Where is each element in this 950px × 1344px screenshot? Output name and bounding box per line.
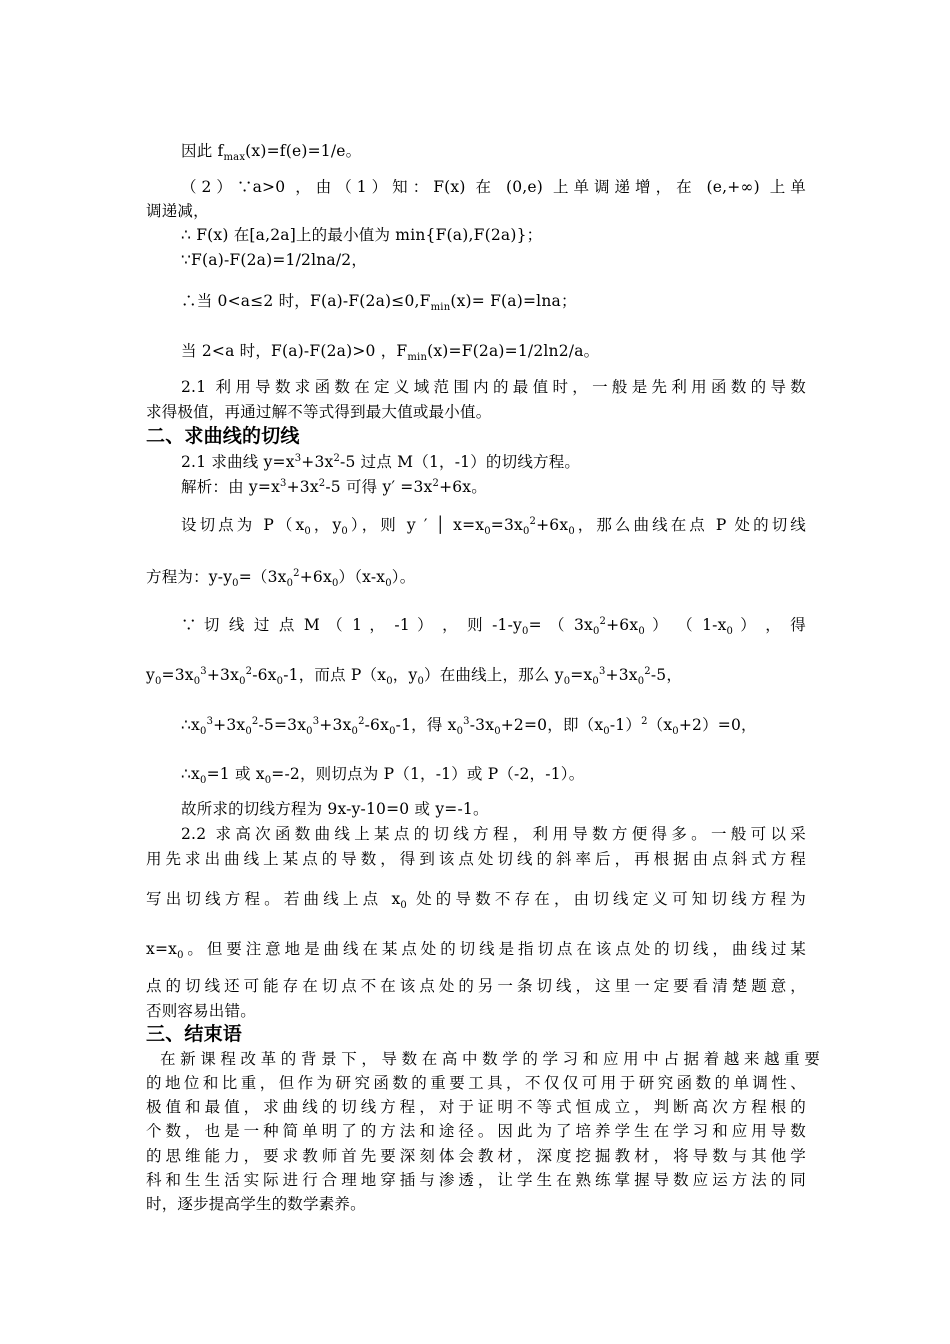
text-run: 2.1 利用导数求函数在定义域范围内的最值时，一般是先利用函数的导数 — [181, 378, 806, 396]
superscript: 3 — [206, 715, 214, 727]
text-run: ） （ 1-x — [644, 616, 727, 634]
text-run: +3x — [286, 478, 319, 496]
text-run: =x — [570, 666, 593, 684]
subscript: 0 — [276, 676, 284, 688]
text-run: -6x — [364, 716, 390, 734]
text-run: （x — [647, 716, 673, 734]
text-run: +3x — [213, 716, 246, 734]
text-run: 极值和最值，求曲线的切线方程，对于证明不等式恒成立，判断高次方程根的 — [146, 1098, 806, 1116]
text-run: ，那么曲线在点 P 处的切线 — [574, 516, 806, 534]
text-run: ）（x-x — [338, 568, 386, 586]
text-run: 处的导数不存在，由切线定义可知切线方程为 — [406, 890, 806, 908]
subscript: 0 — [386, 676, 393, 688]
text-run: ），则 y ′ │ x=x — [347, 516, 485, 534]
text-run: 的思维能力，要求教师首先要深刻体会教材，深度挖掘教材，将导数与其他学 — [146, 1147, 806, 1165]
subscript: 0 — [603, 726, 610, 738]
text-run: 2.1 求曲线 y=x — [181, 453, 295, 471]
text-run: ，y — [392, 666, 418, 684]
text-line — [146, 664, 806, 686]
text-line — [160, 1048, 820, 1070]
superscript: 3 — [294, 452, 302, 464]
text-run: 方程为：y-y — [146, 568, 233, 586]
text-line — [181, 514, 806, 536]
text-line — [181, 823, 806, 845]
subscript: 0 — [154, 676, 162, 688]
text-run: 用先求出曲线上某点的导数，得到该点处切线的斜率后，再根据由点斜式方程 — [146, 850, 806, 868]
text-run: -5 过点 M（1，-1）的切线方程。 — [340, 453, 581, 471]
subscript: 0 — [494, 726, 501, 738]
text-line — [146, 1193, 806, 1215]
text-line — [181, 249, 806, 271]
text-run: -5， — [650, 666, 683, 684]
subscript: min — [407, 352, 428, 364]
text-line — [181, 340, 806, 362]
text-line — [181, 614, 806, 636]
text-run: -1，得 x — [395, 716, 457, 734]
text-run: ∴x — [181, 716, 201, 734]
text-line — [146, 848, 806, 870]
text-run: -1） — [609, 716, 642, 734]
superscript: 3 — [312, 715, 320, 727]
subscript: 0 — [304, 526, 311, 538]
superscript: 2 — [333, 452, 341, 464]
subscript: 0 — [264, 775, 272, 787]
subscript: 0 — [522, 626, 529, 638]
superscript: 2 — [599, 615, 607, 627]
text-run: =-2，则切点为 P（1，-1）或 P（-2，-1）。 — [271, 765, 585, 783]
subscript: 0 — [456, 726, 464, 738]
text-line — [146, 1145, 806, 1167]
text-run: 二、求曲线的切线 — [146, 425, 300, 447]
text-line — [181, 798, 806, 820]
subscript: 0 — [637, 676, 645, 688]
superscript: 3 — [280, 477, 287, 489]
text-run: =1 或 x — [206, 765, 265, 783]
text-run: +6x — [299, 568, 332, 586]
text-run: 时，逐步提高学生的数学素养。 — [146, 1195, 366, 1213]
text-line — [181, 451, 806, 473]
subscript: 0 — [726, 626, 734, 638]
superscript: 3 — [463, 715, 470, 727]
subscript: 0 — [563, 676, 571, 688]
text-run: ，y — [310, 516, 342, 534]
subscript: 0 — [417, 676, 424, 688]
subscript: 0 — [245, 726, 252, 738]
text-line — [146, 401, 806, 423]
text-line — [181, 763, 806, 785]
text-run: 故所求的切线方程为 9x-y-10=0 或 y=-1。 — [181, 800, 489, 818]
text-run: ∵ 切 线 过 点 M （ 1 ， -1 ） ， 则 -1-y — [181, 616, 523, 634]
subscript: 0 — [592, 676, 599, 688]
text-run: +2=0，即（x — [500, 716, 604, 734]
text-run: 写出切线方程。若曲线上点 x — [146, 890, 401, 908]
subscript: 0 — [177, 950, 184, 962]
text-run: -3x — [469, 716, 495, 734]
text-line — [146, 888, 806, 910]
text-run: ∵F(a)-F(2a)=1/2lna/2， — [181, 251, 368, 269]
superscript: 2 — [318, 477, 326, 489]
text-run: ） ， 得 — [733, 616, 806, 634]
text-run: -5 可得 y′ =3x — [325, 478, 433, 496]
text-run: ）。 — [391, 568, 416, 586]
text-run: 2.2 求高次函数曲线上某点的切线方程，利用导数方便得多。一般可以采 — [181, 825, 806, 843]
subscript: max — [223, 152, 246, 164]
text-run: 求得极值，再通过解不等式得到最大值或最小值。 — [146, 403, 492, 421]
text-run: =3x — [161, 666, 194, 684]
subscript: min — [430, 302, 451, 314]
subscript: 0 — [400, 900, 407, 912]
subscript: 0 — [385, 578, 392, 590]
subscript: 0 — [351, 726, 359, 738]
text-run: +3x — [319, 716, 352, 734]
subscript: 0 — [286, 578, 294, 590]
text-run: 否则容易出错。 — [146, 1002, 256, 1020]
text-run: y — [146, 666, 155, 684]
superscript: 2 — [293, 567, 300, 579]
superscript: 2 — [251, 715, 259, 727]
text-line — [146, 938, 806, 960]
section-heading — [146, 425, 806, 447]
text-run: +6x。 — [439, 478, 487, 496]
text-line — [181, 176, 806, 198]
subscript: 0 — [389, 726, 396, 738]
text-run: +6x — [536, 516, 569, 534]
text-run: x=x — [146, 940, 178, 958]
text-run: (x)=F(2a)=1/2ln2/a。 — [427, 342, 600, 360]
text-run: ∴ F(x) 在[a,2a]上的最小值为 min{F(a),F(2a)}； — [181, 226, 543, 244]
text-line — [181, 714, 806, 736]
superscript: 3 — [200, 665, 207, 677]
text-run: ∴当 0<a≤2 时，F(a)-F(2a)≤0,F — [181, 292, 431, 310]
superscript: 2 — [358, 715, 365, 727]
subscript: 0 — [331, 578, 339, 590]
subscript: 0 — [306, 726, 313, 738]
text-line — [181, 376, 806, 398]
text-line — [181, 224, 806, 246]
text-run: -6x — [252, 666, 277, 684]
text-run: 的地位和比重，但作为研究函数的重要工具，不仅仅可用于研究函数的单调性、 — [146, 1074, 806, 1092]
text-line — [181, 290, 806, 312]
text-run: 因此 f — [181, 142, 224, 160]
superscript: 3 — [598, 665, 606, 677]
text-run: =3x — [490, 516, 523, 534]
text-line — [146, 1096, 806, 1118]
text-run: =（3x — [238, 568, 287, 586]
text-run: +3x — [605, 666, 638, 684]
text-run: +3x — [206, 666, 240, 684]
text-run: 当 2<a 时，F(a)-F(2a)>0 ，F — [181, 342, 408, 360]
text-run: 。但要注意地是曲线在某点处的切线是指切点在该点处的切线，曲线过某 — [183, 940, 806, 958]
subscript: 0 — [638, 626, 645, 638]
superscript: 2 — [245, 665, 253, 677]
text-run: ∴x — [181, 765, 201, 783]
subscript: 0 — [484, 526, 491, 538]
superscript: 2 — [432, 477, 440, 489]
text-line — [146, 1120, 806, 1142]
superscript: 2 — [644, 665, 651, 677]
section-heading — [146, 1023, 806, 1045]
subscript: 0 — [200, 775, 207, 787]
subscript: 0 — [592, 626, 600, 638]
subscript: 0 — [522, 526, 530, 538]
text-run: 三、结束语 — [146, 1023, 243, 1045]
text-line — [146, 566, 806, 588]
text-run: 设切点为 P（x — [181, 516, 305, 534]
superscript: 2 — [641, 715, 648, 727]
text-run: （2）∵a>0 ，由（1）知：F(x) 在 (0,e) 上单调递增，在 (e,+∞) 上单 — [181, 178, 806, 196]
superscript: 2 — [529, 515, 537, 527]
text-line — [146, 200, 806, 222]
subscript: 0 — [200, 726, 207, 738]
subscript: 0 — [672, 726, 679, 738]
text-run: +2）=0， — [678, 716, 757, 734]
text-run: 科和生生活实际进行合理地穿插与渗透，让学生在熟练掌握导数应运方法的同 — [146, 1171, 806, 1189]
text-run: 在新课程改革的背景下，导数在高中数学的学习和应用中占据着越来越重要 — [160, 1050, 820, 1068]
text-run: -5=3x — [258, 716, 307, 734]
subscript: 0 — [232, 578, 239, 590]
text-line — [146, 975, 806, 997]
text-run: 个数，也是一种简单明了的方法和途径。因此为了培养学生在学习和应用导数 — [146, 1122, 806, 1140]
subscript: 0 — [341, 526, 348, 538]
text-line — [181, 476, 806, 498]
text-run: (x)=f(e)=1/e。 — [245, 142, 362, 160]
text-run: ）在曲线上，那么 y — [424, 666, 564, 684]
text-run: 点的切线还可能存在切点不在该点处的另一条切线，这里一定要看清楚题意， — [146, 977, 806, 995]
subscript: 0 — [193, 676, 201, 688]
text-run: -1，而点 P（x — [283, 666, 387, 684]
text-run: = （ 3x — [528, 616, 593, 634]
subscript: 0 — [239, 676, 246, 688]
text-line — [181, 140, 806, 162]
text-run: 调递减， — [146, 202, 209, 220]
text-run: +3x — [301, 453, 334, 471]
text-run: +6x — [606, 616, 639, 634]
subscript: 0 — [568, 526, 575, 538]
text-line — [146, 1169, 806, 1191]
text-line — [146, 1072, 806, 1094]
text-run: 解析：由 y=x — [181, 478, 281, 496]
text-line — [146, 1000, 806, 1022]
text-run: (x)= F(a)=lna； — [450, 292, 577, 310]
